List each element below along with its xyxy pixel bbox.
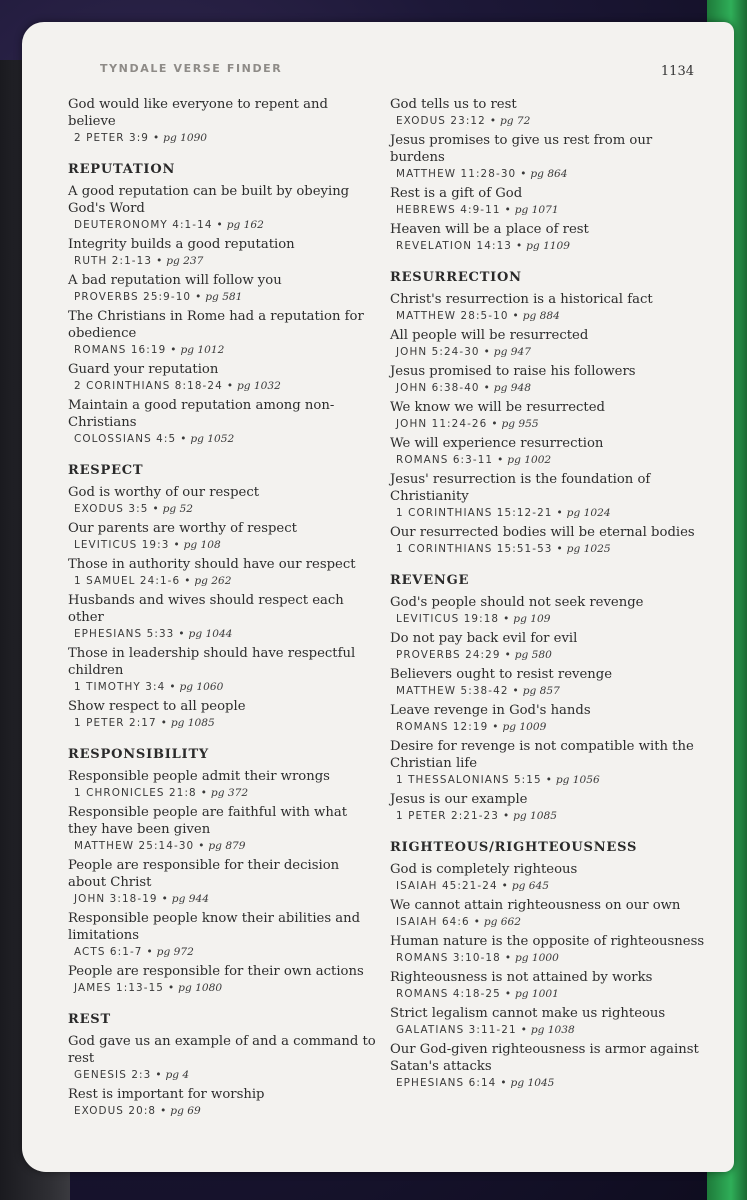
verse-entry: [390, 132, 708, 182]
entry-topic-text: Human nature is the opposite of righteousness: [390, 934, 705, 949]
scripture-ref: ISAIAH 64:6: [396, 916, 470, 928]
verse-entry: [390, 524, 708, 557]
entry-topic-text: God's people should not seek revenge: [390, 595, 644, 610]
scripture-ref: JAMES 1:13-15: [74, 982, 165, 994]
verse-entry: [390, 435, 708, 468]
verse-entry: [390, 1041, 708, 1091]
entry-topic-text: The Christians in Rome had a reputation for obedience: [68, 309, 364, 341]
page-ref: pg 581: [205, 291, 243, 303]
verse-entry: [390, 594, 708, 627]
verse-entry: [68, 910, 378, 960]
bullet-separator: •: [512, 685, 519, 697]
scripture-ref: JOHN 5:24-30: [396, 346, 480, 358]
entry-topic-text: Desire for revenge is not compatible with the Christian life: [390, 739, 694, 771]
entry-reference: [396, 113, 708, 129]
entry-reference: [74, 715, 378, 731]
entry-topic-text: Show respect to all people: [68, 699, 246, 714]
page-ref: pg 1032: [236, 380, 281, 392]
running-head: TYNDALE VERSE FINDER: [100, 62, 283, 75]
right-column: [390, 96, 708, 1094]
entry-topic-text: We know we will be resurrected: [390, 400, 605, 415]
bullet-separator: •: [169, 681, 176, 693]
verse-entry: [68, 804, 378, 854]
entry-reference: [74, 573, 378, 589]
page-ref: pg 1012: [180, 344, 225, 356]
verse-entry: [68, 96, 378, 146]
verse-entry: [390, 666, 708, 699]
entry-reference: [74, 679, 378, 695]
entry-topic-text: Those in authority should have our respect: [68, 557, 356, 572]
verse-entry: [390, 969, 708, 1002]
bullet-separator: •: [516, 240, 523, 252]
entry-reference: [74, 1067, 378, 1083]
verse-entry: [390, 185, 708, 218]
section-heading: REST: [68, 1012, 111, 1027]
bullet-separator: •: [226, 380, 233, 392]
verse-entry: [68, 768, 378, 801]
page-ref: pg 1001: [515, 988, 559, 1000]
entry-reference: [396, 541, 708, 557]
bullet-separator: •: [160, 717, 167, 729]
page-ref: pg 372: [210, 787, 249, 799]
bullet-separator: •: [491, 418, 498, 430]
entry-topic-text: Responsible people know their abilities and limitations: [68, 911, 361, 943]
entry-topic-text: Guard your reputation: [68, 362, 219, 377]
page-ref: pg 947: [493, 346, 531, 358]
entry-reference: [74, 838, 378, 854]
scripture-ref: ROMANS 16:19: [74, 344, 167, 356]
verse-entry: [68, 272, 378, 305]
entry-topic-text: A bad reputation will follow you: [68, 273, 282, 288]
entry-topic-text: Jesus' resurrection is the foundation of Christianity: [390, 472, 651, 504]
page-ref: pg 52: [162, 503, 193, 515]
verse-entry: [68, 857, 378, 907]
entry-reference: [396, 380, 708, 396]
page-ref: pg 1080: [178, 982, 223, 994]
entry-topic-text: God would like everyone to repent and believe: [68, 97, 328, 129]
entry-topic-text: Rest is important for worship: [68, 1087, 265, 1102]
page-ref: pg 4: [165, 1069, 190, 1081]
bullet-separator: •: [504, 204, 511, 216]
scripture-ref: PROVERBS 25:9-10: [74, 291, 192, 303]
verse-entry: [390, 630, 708, 663]
page-ref: pg 884: [522, 310, 560, 322]
page-ref: pg 72: [500, 115, 531, 127]
scripture-ref: EXODUS 23:12: [396, 115, 486, 127]
entry-reference: [396, 683, 708, 699]
bullet-separator: •: [473, 916, 480, 928]
bullet-separator: •: [492, 721, 499, 733]
scripture-ref: MATTHEW 25:14-30: [74, 840, 195, 852]
bullet-separator: •: [216, 219, 223, 231]
bullet-separator: •: [520, 168, 527, 180]
page-ref: pg 1109: [526, 240, 571, 252]
entry-reference: [74, 537, 378, 553]
bullet-separator: •: [512, 310, 519, 322]
entry-reference: [74, 217, 378, 233]
entry-topic-text: Jesus promised to raise his followers: [390, 364, 636, 379]
bullet-separator: •: [198, 840, 205, 852]
scripture-ref: REVELATION 14:13: [396, 240, 512, 252]
bullet-separator: •: [195, 291, 202, 303]
bullet-separator: •: [501, 880, 508, 892]
bullet-separator: •: [504, 988, 511, 1000]
book-page: [22, 22, 734, 1172]
page-ref: pg 1071: [514, 204, 559, 216]
page-ref: pg 1025: [566, 543, 611, 555]
bullet-separator: •: [155, 1069, 162, 1081]
verse-entry: [68, 592, 378, 642]
bullet-separator: •: [556, 543, 563, 555]
page-ref: pg 1056: [555, 774, 600, 786]
verse-entry: [68, 1086, 378, 1119]
scripture-ref: EXODUS 3:5: [74, 503, 149, 515]
scripture-ref: 1 CORINTHIANS 15:51-53: [396, 543, 553, 555]
page-ref: pg 1044: [188, 628, 233, 640]
verse-entry: [68, 308, 378, 358]
verse-entry: [390, 738, 708, 788]
verse-entry: [390, 291, 708, 324]
entry-topic-text: Do not pay back evil for evil: [390, 631, 578, 646]
scripture-ref: JOHN 6:38-40: [396, 382, 480, 394]
bullet-separator: •: [153, 132, 160, 144]
bullet-separator: •: [146, 946, 153, 958]
scripture-ref: 1 CHRONICLES 21:8: [74, 787, 197, 799]
entry-reference: [396, 452, 708, 468]
entry-reference: [74, 342, 378, 358]
entry-reference: [74, 891, 378, 907]
entry-topic-text: Righteousness is not attained by works: [390, 970, 653, 985]
verse-entry: [68, 963, 378, 996]
page-ref: pg 1024: [566, 507, 611, 519]
verse-entry: [68, 397, 378, 447]
entry-reference: [396, 202, 708, 218]
entry-reference: [396, 914, 708, 930]
bullet-separator: •: [489, 115, 496, 127]
entry-reference: [74, 944, 378, 960]
verse-entry: [390, 471, 708, 521]
section-heading: RIGHTEOUS/RIGHTEOUSNESS: [390, 840, 638, 855]
verse-entry: [390, 702, 708, 735]
bullet-separator: •: [180, 433, 187, 445]
page-ref: pg 1045: [510, 1077, 555, 1089]
section-heading: RESPECT: [68, 463, 144, 478]
bullet-separator: •: [170, 344, 177, 356]
section-heading: REPUTATION: [68, 162, 176, 177]
bullet-separator: •: [184, 575, 191, 587]
entry-reference: [74, 626, 378, 642]
entry-topic-text: God gave us an example of and a command to rest: [68, 1034, 376, 1066]
left-column: [68, 96, 378, 1122]
page-number: 1134: [660, 64, 694, 79]
scripture-ref: EPHESIANS 5:33: [74, 628, 175, 640]
verse-entry: [390, 861, 708, 894]
entry-reference: [396, 986, 708, 1002]
entry-reference: [396, 719, 708, 735]
bullet-separator: •: [483, 382, 490, 394]
entry-reference: [396, 1075, 708, 1091]
page-ref: pg 879: [208, 840, 246, 852]
entry-topic-text: Jesus promises to give us rest from our burdens: [390, 133, 653, 165]
entry-topic-text: Husbands and wives should respect each other: [68, 593, 344, 625]
scripture-ref: GENESIS 2:3: [74, 1069, 152, 1081]
entry-reference: [74, 980, 378, 996]
scripture-ref: 1 CORINTHIANS 15:12-21: [396, 507, 553, 519]
page-ref: pg 1090: [163, 132, 208, 144]
verse-entry: [68, 1033, 378, 1083]
page-ref: pg 864: [530, 168, 568, 180]
page-ref: pg 1038: [530, 1024, 575, 1036]
entry-topic-text: Believers ought to resist revenge: [390, 667, 612, 682]
page-ref: pg 108: [183, 539, 221, 551]
entry-reference: [74, 785, 378, 801]
bullet-separator: •: [504, 952, 511, 964]
page-ref: pg 944: [171, 893, 209, 905]
verse-entry: [390, 363, 708, 396]
entry-topic-text: Responsible people are faithful with what they have been given: [68, 805, 347, 837]
page-ref: pg 109: [513, 613, 551, 625]
scripture-ref: DEUTERONOMY 4:1-14: [74, 219, 213, 231]
scripture-ref: RUTH 2:1-13: [74, 255, 153, 267]
scripture-ref: ACTS 6:1-7: [74, 946, 143, 958]
entry-topic-text: Our parents are worthy of respect: [68, 521, 297, 536]
bullet-separator: •: [160, 1105, 167, 1117]
section-heading: RESURRECTION: [390, 270, 522, 285]
entry-reference: [396, 166, 708, 182]
page-ref: pg 1085: [170, 717, 215, 729]
page-ref: pg 1060: [179, 681, 224, 693]
scripture-ref: 1 THESSALONIANS 5:15: [396, 774, 542, 786]
bullet-separator: •: [504, 649, 511, 661]
bullet-separator: •: [173, 539, 180, 551]
verse-entry: [68, 556, 378, 589]
entry-topic-text: Integrity builds a good reputation: [68, 237, 295, 252]
page-ref: pg 69: [170, 1105, 201, 1117]
page-ref: pg 857: [522, 685, 560, 697]
entry-reference: [396, 1022, 708, 1038]
bullet-separator: •: [556, 507, 563, 519]
scripture-ref: 2 CORINTHIANS 8:18-24: [74, 380, 223, 392]
bullet-separator: •: [168, 982, 175, 994]
entry-reference: [396, 416, 708, 432]
entry-topic-text: Maintain a good reputation among non-Christians: [68, 398, 335, 430]
bullet-separator: •: [520, 1024, 527, 1036]
entry-reference: [74, 253, 378, 269]
entry-topic-text: God is worthy of our respect: [68, 485, 259, 500]
bullet-separator: •: [502, 810, 510, 822]
entry-topic-text: Responsible people admit their wrongs: [68, 769, 330, 784]
entry-topic-text: Strict legalism cannot make us righteous: [390, 1006, 666, 1021]
scripture-ref: ROMANS 12:19: [396, 721, 489, 733]
verse-entry: [390, 221, 708, 254]
scripture-ref: EPHESIANS 6:14: [396, 1077, 497, 1089]
entry-reference: [74, 431, 378, 447]
scripture-ref: GALATIANS 3:11-21: [396, 1024, 517, 1036]
scripture-ref: 1 PETER 2:21-23: [396, 810, 499, 822]
entry-reference: [74, 130, 378, 146]
entry-reference: [74, 378, 378, 394]
scripture-ref: JOHN 3:18-19: [74, 893, 158, 905]
entry-topic-text: Heaven will be a place of rest: [390, 222, 589, 237]
entry-topic-text: Our resurrected bodies will be eternal bodies: [390, 525, 695, 540]
verse-entry: [390, 96, 708, 129]
verse-entry: [68, 520, 378, 553]
scripture-ref: LEVITICUS 19:3: [74, 539, 170, 551]
verse-entry: [68, 236, 378, 269]
page-ref: pg 972: [156, 946, 194, 958]
page-ref: pg 948: [493, 382, 531, 394]
section-heading: REVENGE: [390, 573, 470, 588]
scripture-ref: ROMANS 3:10-18: [396, 952, 501, 964]
page-ref: pg 237: [166, 255, 204, 267]
entry-reference: [396, 308, 708, 324]
page-ref: pg 1000: [515, 952, 559, 964]
entry-topic-text: We will experience resurrection: [390, 436, 604, 451]
page-ref: pg 662: [483, 916, 521, 928]
verse-entry: [390, 933, 708, 966]
verse-entry: [68, 645, 378, 695]
page-ref: pg 580: [514, 649, 552, 661]
bullet-separator: •: [161, 893, 168, 905]
entry-topic-text: We cannot attain righteousness on our own: [390, 898, 681, 913]
entry-topic-text: Leave revenge in God's hands: [390, 703, 591, 718]
entry-reference: [396, 238, 708, 254]
scripture-ref: MATTHEW 5:38-42: [396, 685, 509, 697]
page-ref: pg 1085: [513, 810, 558, 822]
entry-topic-text: All people will be resurrected: [390, 328, 589, 343]
entry-topic-text: Those in leadership should have respectful children: [68, 646, 356, 678]
bullet-separator: •: [503, 613, 510, 625]
scripture-ref: ROMANS 6:3-11: [396, 454, 494, 466]
page-ref: pg 1002: [507, 454, 552, 466]
entry-reference: [74, 1103, 378, 1119]
entry-topic-text: God is completely righteous: [390, 862, 578, 877]
scripture-ref: PROVERBS 24:29: [396, 649, 501, 661]
entry-topic-text: Jesus is our example: [390, 792, 528, 807]
entry-topic-text: A good reputation can be built by obeying God's Word: [68, 184, 350, 216]
entry-reference: [74, 289, 378, 305]
entry-topic-text: People are responsible for their own actions: [68, 964, 364, 979]
entry-reference: [74, 501, 378, 517]
scripture-ref: JOHN 11:24-26: [396, 418, 488, 430]
scripture-ref: MATTHEW 11:28-30: [396, 168, 517, 180]
bullet-separator: •: [545, 774, 552, 786]
scripture-ref: ISAIAH 45:21-24: [396, 880, 498, 892]
bullet-separator: •: [152, 503, 159, 515]
verse-entry: [390, 897, 708, 930]
entry-topic-text: People are responsible for their decision about Christ: [68, 858, 340, 890]
page-ref: pg 1052: [190, 433, 235, 445]
bullet-separator: •: [178, 628, 185, 640]
scripture-ref: COLOSSIANS 4:5: [74, 433, 177, 445]
verse-entry: [390, 791, 708, 824]
entry-reference: [396, 647, 708, 663]
scripture-ref: LEVITICUS 19:18: [396, 613, 500, 625]
page-ref: pg 955: [501, 418, 539, 430]
entry-reference: [396, 878, 708, 894]
entry-reference: [396, 772, 708, 788]
page-ref: pg 645: [511, 880, 549, 892]
entry-topic-text: Our God-given righteousness is armor against Satan's attacks: [390, 1042, 699, 1074]
verse-entry: [390, 1005, 708, 1038]
scripture-ref: HEBREWS 4:9-11: [396, 204, 501, 216]
scripture-ref: 2 PETER 3:9: [74, 132, 150, 144]
page-ref: pg 1009: [502, 721, 547, 733]
bullet-separator: •: [497, 454, 504, 466]
scripture-ref: 1 SAMUEL 24:1-6: [74, 575, 181, 587]
scripture-ref: ROMANS 4:18-25: [396, 988, 501, 1000]
bullet-separator: •: [200, 787, 207, 799]
entry-topic-text: Rest is a gift of God: [390, 186, 523, 201]
verse-entry: [390, 327, 708, 360]
entry-reference: [396, 611, 708, 627]
page-ref: pg 262: [194, 575, 232, 587]
section-heading: RESPONSIBILITY: [68, 747, 209, 762]
verse-entry: [68, 183, 378, 233]
entry-reference: [396, 808, 708, 824]
bullet-separator: •: [483, 346, 490, 358]
entry-reference: [396, 505, 708, 521]
entry-reference: [396, 950, 708, 966]
scripture-ref: 1 TIMOTHY 3:4: [74, 681, 166, 693]
verse-entry: [68, 484, 378, 517]
scripture-ref: EXODUS 20:8: [74, 1105, 157, 1117]
entry-reference: [396, 344, 708, 360]
verse-entry: [390, 399, 708, 432]
verse-entry: [68, 361, 378, 394]
scripture-ref: MATTHEW 28:5-10: [396, 310, 509, 322]
entry-topic-text: God tells us to rest: [390, 97, 517, 112]
entry-topic-text: Christ's resurrection is a historical fact: [390, 292, 653, 307]
bullet-separator: •: [500, 1077, 507, 1089]
page-ref: pg 162: [226, 219, 264, 231]
scripture-ref: 1 PETER 2:17: [74, 717, 157, 729]
verse-entry: [68, 698, 378, 731]
bullet-separator: •: [156, 255, 163, 267]
